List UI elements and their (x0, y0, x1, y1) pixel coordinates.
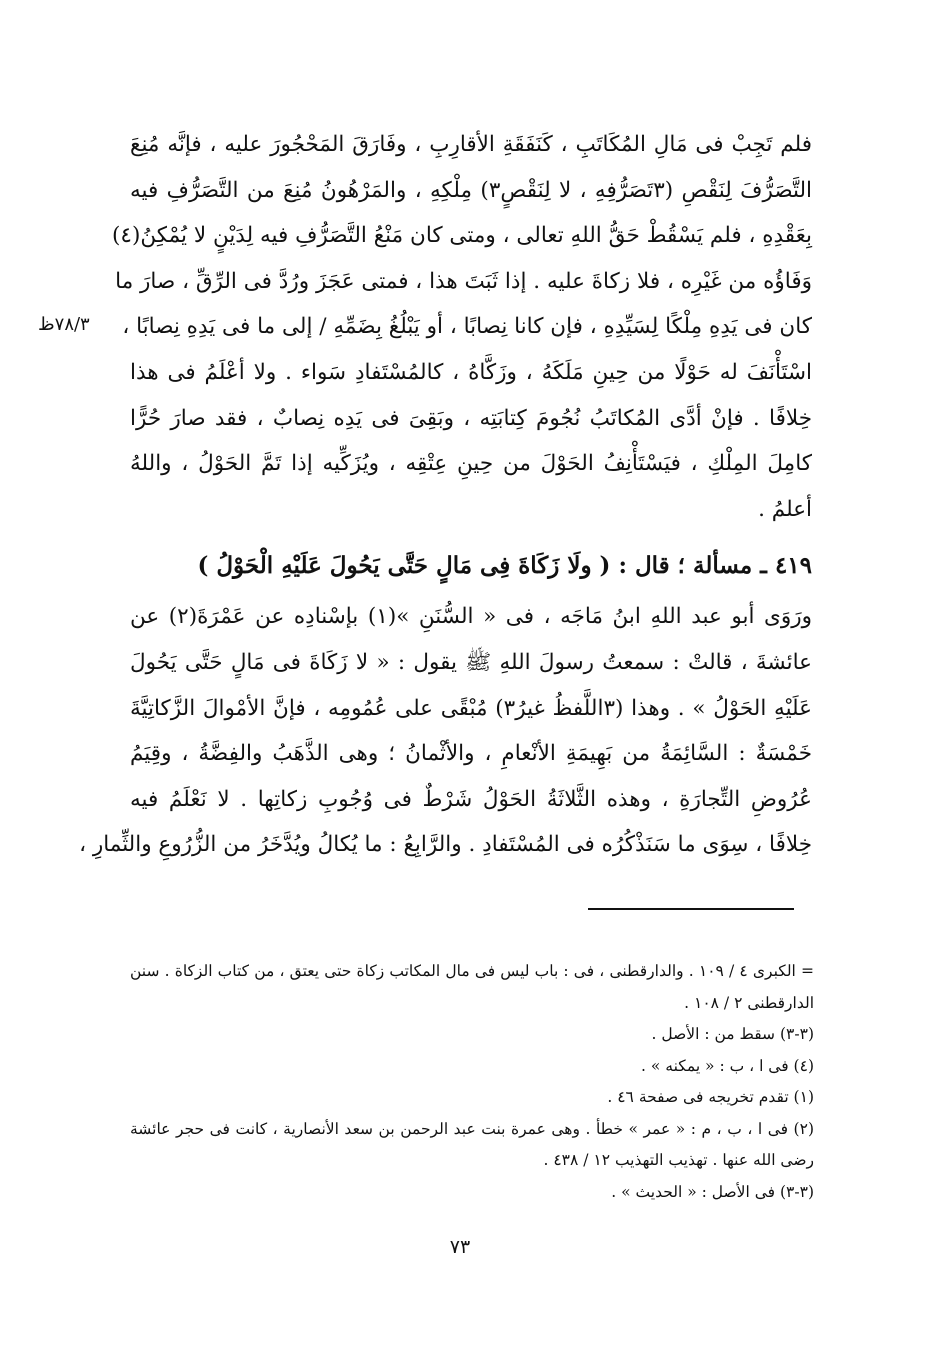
text-line: أعلمُ . (758, 496, 812, 522)
footnote-line: رضى الله عنها . تهذيب التهذيب ١٢ / ٤٣٨ . (543, 1151, 814, 1169)
footnote-line: (٢) فى ا ، ب ، م : « عمر » خطأ . وهى عمرة بنت عبد الرحمن بن سعد الأنصارية ، كانت فى حجر عائشة (130, 1119, 814, 1138)
footnotes (130, 956, 814, 1208)
footnote-line: الدارقطنى ٢ / ١٠٨ . (684, 993, 814, 1012)
text-line: عائشةَ ، قالتْ : سمعتُ رسولَ اللهِ ﷺ يقول : « لا زَكَاةَ فى مَالٍ حَتَّى يَحُولَ (130, 649, 812, 675)
text-line: التَّصَرُّفَ لِنَقْصِ (٣تَصَرُّفِهِ ، لا لِنَقْصٍ٣) مِلْكِهِ ، والمَرْهُونُ مُنِعَ من التَّصَرُّفِ فيه (130, 177, 812, 203)
text-line: اسْتَأْنَفَ له حَوْلًا من حِينِ مَلَكَهُ ، وزَكَّاهُ ، كالمُسْتَفادِ سَواء . ولا أعْلَمُ فى هذا (130, 359, 812, 385)
text-line: بِعَقْدِهِ ، فلم يَسْقُطْ حَقُّ اللهِ تعالى ، ومتى كان مَنْعُ التَّصَرُّفِ فيه لِدَيْنٍ لا يُمْكِنُ(٤) (112, 223, 812, 249)
footnote-line: (٣-٣) سقط من : الأصل . (651, 1025, 814, 1043)
footnote-line: = الكبرى ٤ / ١٠٩ . والدارقطنى ، فى : باب ليس فى مال المكاتب زكاة حتى يعتق ، من كتاب الزكاة . سنن (130, 962, 814, 980)
footnote-line: (١) تقدم تخريجه فى صفحة ٤٦ . (607, 1088, 814, 1106)
text-line: كان فى يَدِهِ مِلْكًا لِسَيِّدِهِ ، فإن كانا نِصابًا ، أو يَبْلُغُ بِضَمِّهِ / إلى ما فى يَدِهِ نِصابًا ، (122, 314, 812, 340)
text-line: فلم تَجِبْ فى مَالِ المُكَاتَبِ ، كَنَفَقَةِ الأقارِبِ ، وفَارَقَ المَحْجُورَ عليه ، فإنَّه مُنِعَ (130, 132, 812, 157)
text-line: خَمْسَةٌ : السَّائِمَةُ من بَهِيمَةِ الأنْعامِ ، والأثْمانُ ؛ وهى الذَّهَبُ والفِضَّةُ ، وقِيَمُ (130, 741, 812, 767)
footnote-line: (٣-٣) فى الأصل : « الحديث » . (611, 1182, 814, 1201)
text-line: وَفَاؤُه من غَيْرِه ، فلا زكاةَ عليه . إذا ثَبَتَ هذا ، فمتى عَجَزَ ورُدَّ فى الرِّقِّ ، صارَ ما (115, 268, 812, 294)
section-heading: ٤١٩ ـ مسألة ؛ قال : ( ولَا زَكَاةَ فِى مَالٍ حَتَّى يَحُولَ عَلَيْهِ الْحَوْلُ ) (197, 552, 812, 580)
manuscript-margin-reference: ٧٨/٣ظ (38, 314, 90, 335)
footnote-separator (588, 908, 794, 910)
text-line: خِلافًا . فإنْ أدَّى المُكاتَبُ نُجُومَ كِتابَتِه ، وبَقِىَ فى يَدِه نِصابٌ ، فقد صارَ حُرًّا (130, 405, 812, 431)
text-line: عُرُوضِ التِّجارَةِ ، وهذه الثَّلاثَةُ الحَوْلُ شَرْطٌ فى وُجُوبِ زكاتِها . لا نَعْلَمُ فيه (130, 786, 812, 812)
footnote-line: (٤) فى ا ، ب : « يمكنه » . (641, 1056, 814, 1075)
text-line: عَلَيْهِ الحَوْلُ » . وهذا (٣اللَّفظُ غيرُ٣) مُبْقًى على عُمُومِه ، فإنَّ الأمْوالَ الزَّكاتِيَّةَ (130, 695, 813, 721)
text-line: ورَوَى أبو عبد اللهِ ابنُ مَاجَه ، فى « السُّنَنِ »(١) بإسْنادِه عن عَمْرَةَ(٢) عن (130, 604, 812, 630)
main-text (79, 122, 813, 868)
page-number: ٧٣ (449, 1236, 471, 1258)
text-line: خِلافًا ، سِوَى ما سَنَذْكُرُه فى المُسْتَفادِ . والرَّابِعُ : ما يُكالُ ويُدَّخَرُ من الزُّرُوعِ والثِّمارِ ، (79, 832, 812, 858)
text-line: كامِلَ المِلْكِ ، فيَسْتَأْنِفُ الحَوْلَ من حِينِ عِتْقِه ، ويُزَكِّيه إذا تَمَّ الحَوْلُ ، واللهُ (130, 451, 812, 477)
